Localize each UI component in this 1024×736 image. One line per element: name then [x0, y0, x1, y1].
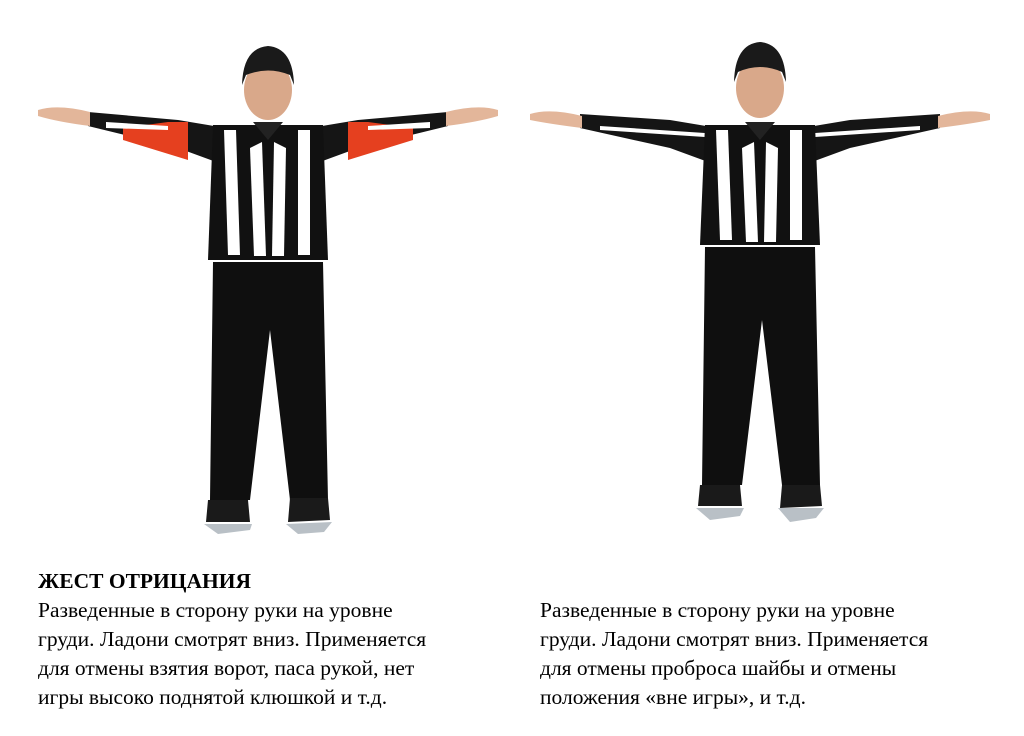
caption-line: Разведенные в сторону руки на уровне	[540, 598, 895, 622]
caption-line: для отмены взятия ворот, паса рукой, нет	[38, 656, 415, 680]
gesture-caption-right	[540, 596, 1010, 712]
referee-photo-with-armbands	[28, 30, 508, 540]
referee-arms-extended-image	[28, 30, 508, 540]
caption-line: положения «вне игры», и т.д.	[540, 685, 806, 709]
caption-line: груди. Ладони смотрят вниз. Применяется	[38, 627, 427, 651]
gesture-caption-left	[38, 567, 513, 712]
caption-line: для отмены проброса шайбы и отмены	[540, 656, 897, 680]
linesman-arms-extended-image	[520, 30, 1000, 540]
caption-line: груди. Ладони смотрят вниз. Применяется	[540, 627, 929, 651]
caption-line: Разведенные в сторону руки на уровне	[38, 598, 393, 622]
linesman-photo	[520, 30, 1000, 540]
gesture-title: ЖЕСТ ОТРИЦАНИЯ	[38, 569, 251, 593]
caption-line: игры высоко поднятой клюшкой и т.д.	[38, 685, 388, 709]
